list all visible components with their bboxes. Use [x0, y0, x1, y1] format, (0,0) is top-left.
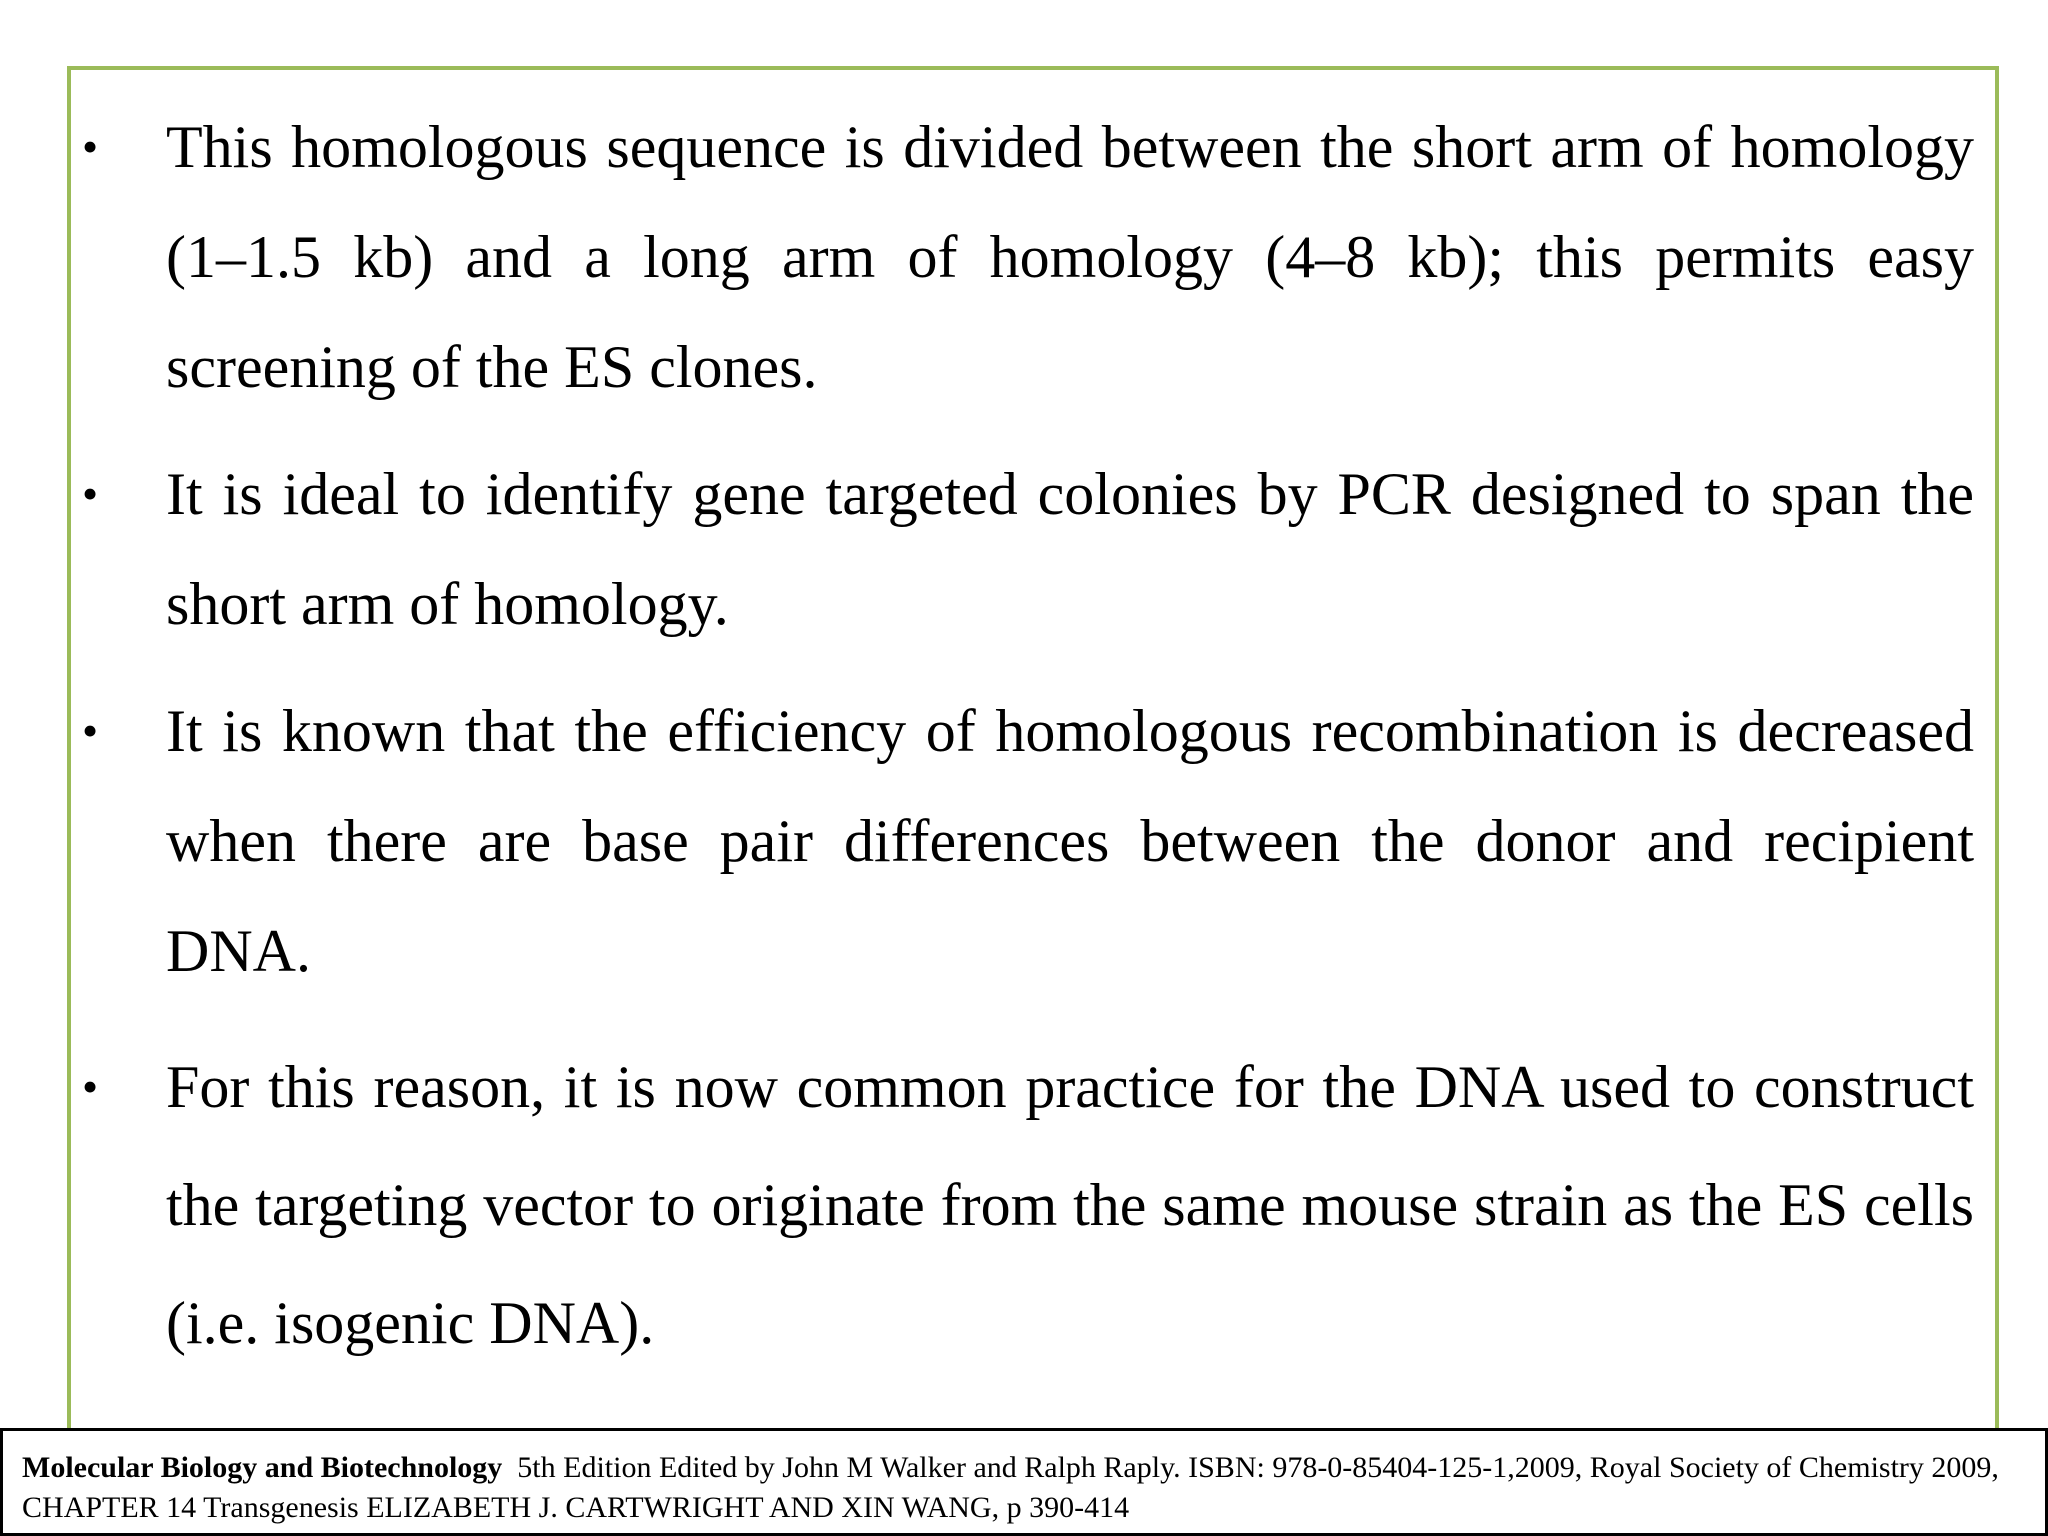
citation-box	[0, 1428, 2048, 1536]
bullet-marker: •	[82, 1061, 99, 1112]
citation-book-title: Molecular Biology and Biotechnology	[22, 1451, 503, 1484]
bullet-marker: •	[82, 705, 99, 756]
bullet-marker: •	[82, 121, 99, 172]
bullet-text: It is known that the efficiency of homologous recombination is decreased when there are base pair differences between the donor and recipient DNA.	[166, 698, 1974, 984]
bullet-text: This homologous sequence is divided between the short arm of homology (1–1.5 kb) and a long arm of homology (4–8 kb); this permits easy screening of the ES clones.	[166, 114, 1974, 400]
bullet-text: It is ideal to identify gene targeted colonies by PCR designed to span the short arm of homology.	[166, 461, 1974, 637]
bullet-item	[76, 1028, 1974, 1382]
bullet-marker: •	[82, 468, 99, 519]
citation-details: 5th Edition Edited by John M Walker and Ralph Raply. ISBN: 978-0-85404-125-1,2009, Royal Society of Chemistry 2009, CHAPTER 14 Transgenesis ELIZABETH J. CARTWRIGHT AND XIN WANG, p 390-414	[22, 1451, 1999, 1524]
bullet-item	[76, 676, 1974, 1006]
bullet-item	[76, 92, 1974, 422]
bullet-item	[76, 439, 1974, 659]
bullet-list	[76, 92, 1974, 1382]
bullet-text: For this reason, it is now common practice for the DNA used to construct the targeting vector to originate from the same mouse strain as the ES cells (i.e. isogenic DNA).	[166, 1054, 1974, 1356]
